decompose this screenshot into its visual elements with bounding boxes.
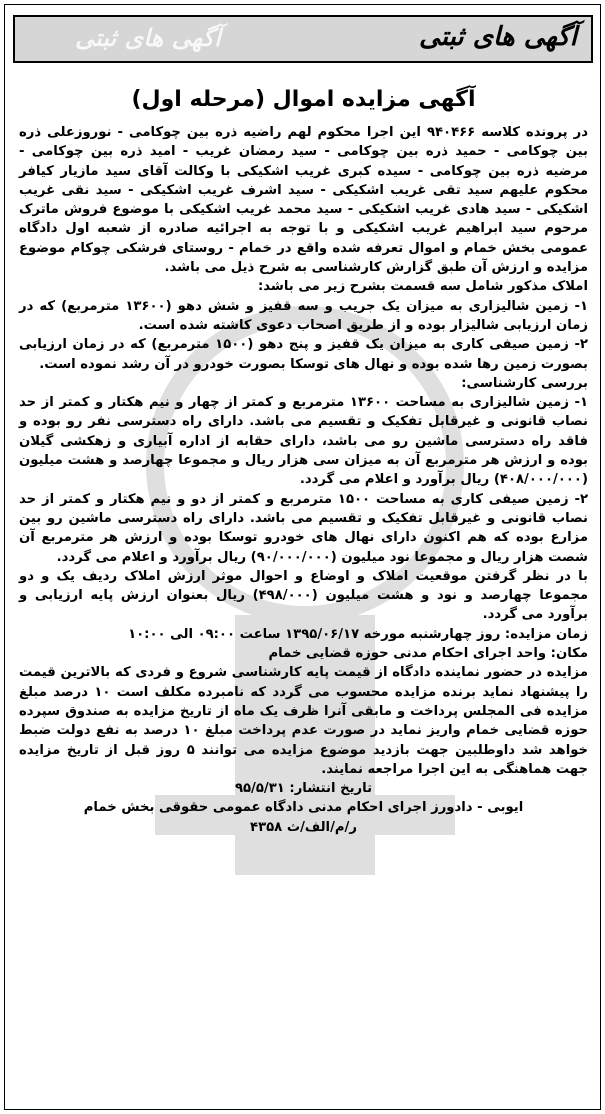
auction-place: مکان: واحد اجرای احکام مدنی حوزه قضایی خمام (268, 646, 588, 662)
auction-conditions: مزایده در حضور نماینده دادگاه از قیمت پایه کارشناسی شروع و فردی که بالاترین قیمت را پیشنهاد نماید برنده مزایده محسوب می گردد که نامبرده مکلف است ۱۰ درصد مبلغ مزایده فی المجلس پرداخت و مابقی آنرا ظرف یک ماه از تاریخ مزایده به صندوق سپرده حوزه قضایی خمام واریز نماید در صورت عدم پرداخت مبلغ ۱۰ درصد به نفع دولت ضبط خواهد شد داوطلبین جهت بازدید موضوع مزایده می توانند ۵ روز قبل از تاریخ مزایده جهت هماهنگی به این اجرا مراجعه نمایند. (19, 665, 589, 777)
notice-title: آگهی مزایده اموال (مرحله اول) (131, 87, 476, 112)
expert-item-2: ۲- زمین صیفی کاری به مساحت ۱۵۰۰ مترمربع و کمتر از دو و نیم هکتار و کمتر از حد نصاب قانونی و غیرقابل تفکیک و تقسیم می باشد. دارای راه دسترسی ماشین رو بین مزارع بوده که هم اکنون دارای نهال های خودرو توسکا بوده و ارزش هر مترمربع آن شصت هزار ریال و مجموعا نود میلیون (۹۰/۰۰۰/۰۰۰) ریال برآورد و اعلام می گردد. (19, 491, 588, 565)
expert-item-1: ۱- زمین شالیزاری به مساحت ۱۳۶۰۰ مترمربع و کمتر از چهار و نیم هکتار و کمتر از حد نصاب قانونی و غیرقابل تفکیک و تقسیم می باشد. دارای راه دسترسی نفر رو بوده و فاقد راه دسترسی ماشین رو می باشد، دارای حقابه از اداره آبیاری و زهکشی گیلان بوده و ارزش هر مترمربع آن به میزان سی هزار ریال و مجموعا چهارصد و هشت میلیون (۴۰۸/۰۰۰/۰۰۰) ریال برآورد و اعلام می گردد. (19, 395, 588, 488)
expert-heading: بررسی کارشناسی: (461, 375, 588, 391)
auction-time: زمان مزایده: روز چهارشنبه مورخه ۱۳۹۵/۰۶/۱۷ ساعت ۰۹:۰۰ الی ۱۰:۰۰ (128, 626, 588, 642)
notice-body (19, 123, 588, 837)
reference-code: ر/م/الف/ث ۴۳۵۸ (250, 819, 357, 835)
property-item-2: ۲- زمین صیفی کاری به میزان یک قفیز و پنج دهو (۱۵۰۰ مترمربع) که در زمان ارزیابی بصورت زمین رها شده بوده و نهال های توسکا بصورت خودرو در آن رشد نموده است. (19, 337, 588, 372)
header-banner (13, 15, 593, 63)
expert-total: با در نظر گرفتن موقعیت املاک و اوضاع و احوال موثر ارزش املاک ردیف یک و دو مجموعا چهارصد و نود و هشت میلیون (۴۹۸/۰۰۰) ریال بعنوان ارزش پایه ارزیابی و برآورد می گردد. (19, 568, 589, 623)
banner-ghost-title: آگهی های ثبتی (75, 24, 221, 52)
publish-date: تاریخ انتشار: ۹۵/۵/۳۱ (234, 781, 373, 797)
notice-page (4, 4, 601, 1110)
property-item-1: ۱- زمین شالیزاری به میزان یک جریب و سه قفیز و شش دهو (۱۳۶۰۰ مترمربع) که در زمان ارزیابی شالیزار بوده و از طریق اصحاب دعوی کاشته شده است. (19, 298, 588, 333)
banner-title: آگهی های ثبتی (419, 22, 577, 52)
properties-heading: املاک مذکور شامل سه قسمت بشرح زیر می باشد: (257, 279, 588, 295)
intro-paragraph: در پرونده کلاسه ۹۴۰۴۶۶ این اجرا محکوم لهم راضیه ذره بین چوکامی - نوروزعلی ذره بین چوکامی - حمید ذره بین چوکامی - سید رمضان غریب - امید ذره بین چوکامی - مرضیه ذره بین چوکامی - سیده کبری غریب اشکیکی با وکالت آقای سید مازیار کیافر محکوم علیهم سید تقی غریب اشکیکی - سید اشرف غریب اشکیکی - سید نقی غریب اشکیکی - سید هادی غریب اشکیکی - سید محمد غریب اشکیکی با موضوع فروش ماترک مرحوم سید ابراهیم غریب اشکیکی و با توجه به اجرائیه صادره از شعبه اول دادگاه عمومی بخش خمام و اموال تعرفه شده واقع در خمام - روستای فرشکی چوکام موضوع مزایده و ارزش آن طبق گزارش کارشناسی به شرح ذیل می باشد. (19, 125, 588, 276)
signature: ایوبی - دادورز اجرای احکام مدنی دادگاه عمومی حقوقی بخش خمام (83, 800, 524, 816)
